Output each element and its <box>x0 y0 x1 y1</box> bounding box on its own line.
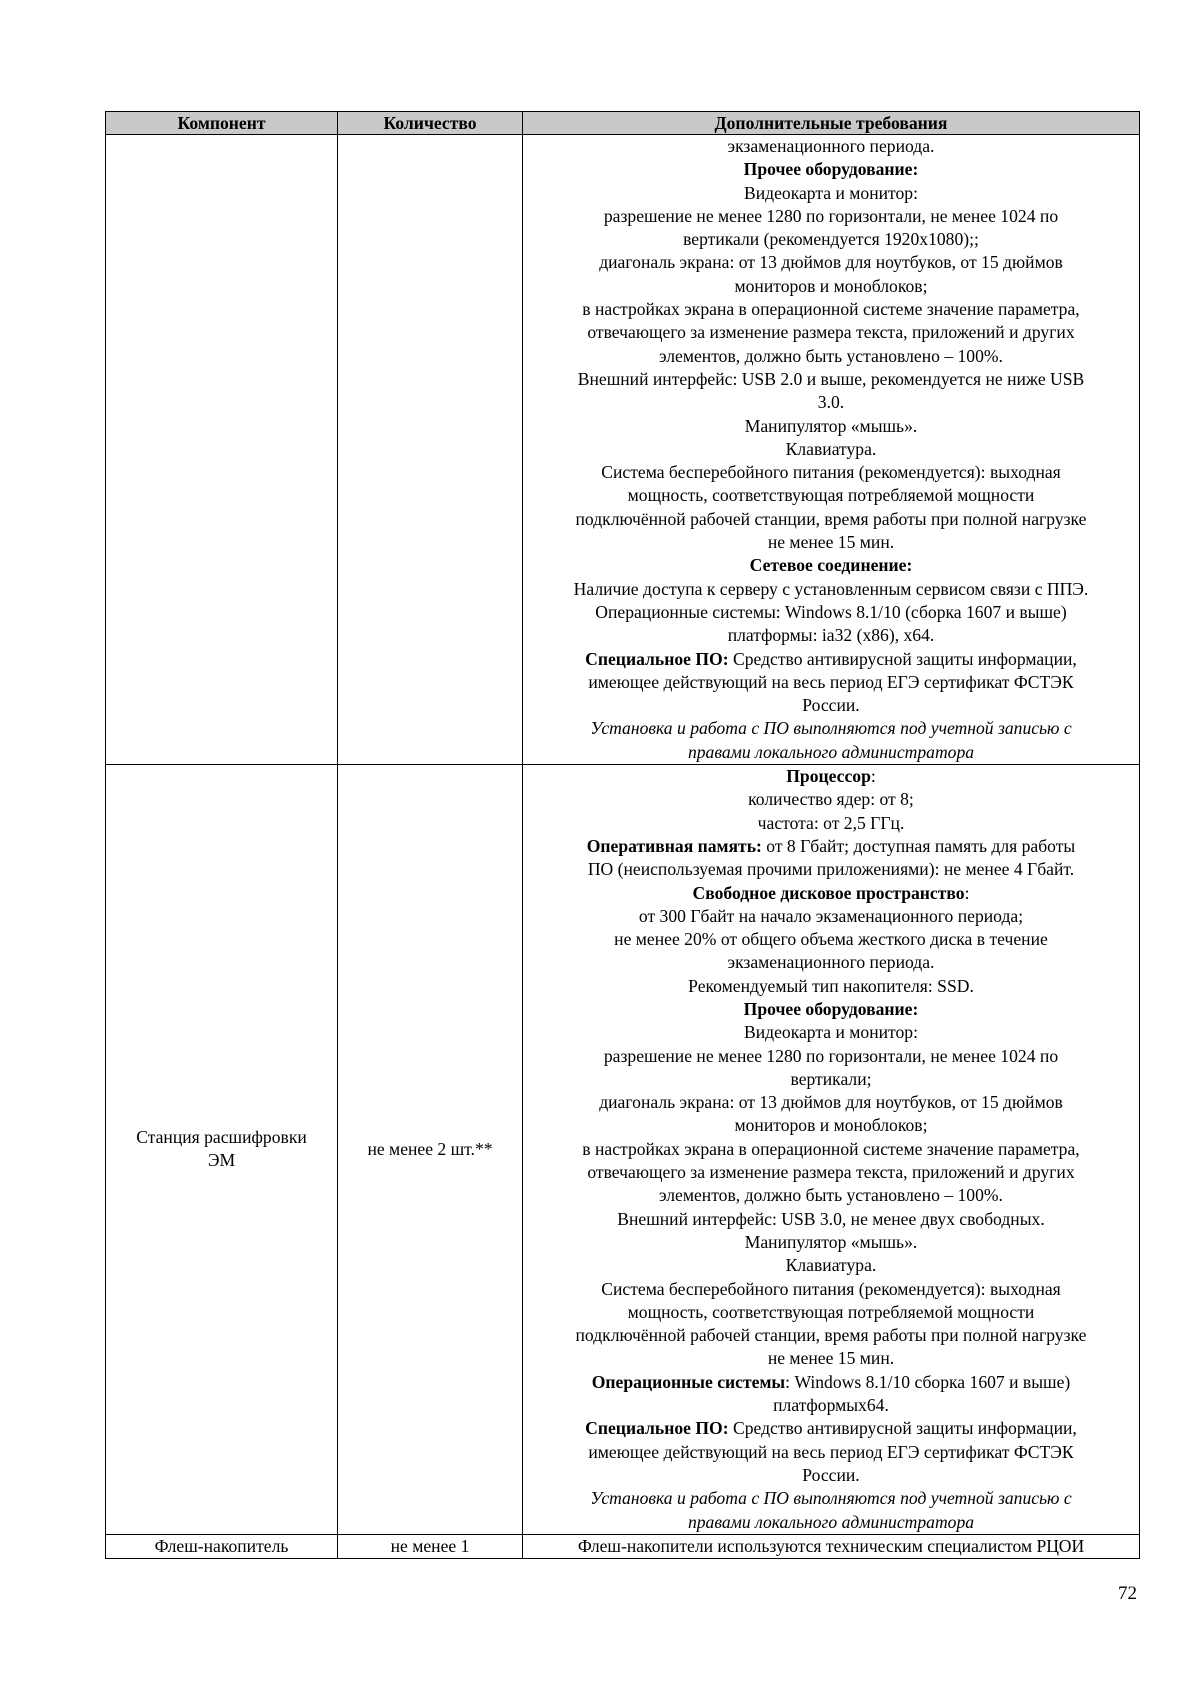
requirement-line-text: элементов, должно быть установлено – 100%. <box>659 1185 1003 1206</box>
requirement-line-text: Установка и работа с ПО выполняются под учетной записью с <box>590 1488 1072 1509</box>
requirement-line <box>527 1114 1135 1137</box>
requirement-line-text: имеющее действующий на весь период ЕГЭ сертификат ФСТЭК <box>588 671 1074 692</box>
requirement-line <box>527 251 1135 274</box>
requirement-line <box>527 1511 1135 1534</box>
requirements-table <box>105 111 1140 1559</box>
requirement-line-text: экзаменационного периода. <box>727 952 935 973</box>
requirement-line <box>527 765 1135 788</box>
requirement-line-text: Сетевое соединение: <box>749 555 913 576</box>
requirement-line-text: в настройках экрана в операционной системе значение параметра, <box>582 1138 1080 1159</box>
requirement-line-text: не менее 20% от общего объема жесткого диска в течение <box>614 929 1048 950</box>
requirement-line-text: Рекомендуемый тип накопителя: SSD. <box>688 975 974 996</box>
requirement-line <box>527 928 1135 951</box>
requirement-line-text: мощность, соответствующая потребляемой мощности <box>627 485 1035 506</box>
requirement-line-text: мощность, соответствующая потребляемой мощности <box>627 1301 1035 1322</box>
requirement-line-text: Внешний интерфейс: USB 2.0 и выше, рекомендуется не ниже USB <box>577 368 1085 389</box>
requirement-line <box>527 1045 1135 1068</box>
requirement-line-text: Манипулятор «мышь». <box>744 415 918 436</box>
component-cell: Флеш-накопитель <box>106 1534 338 1558</box>
requirement-line-text: Манипулятор «мышь». <box>744 1231 918 1252</box>
requirement-line-text: вертикали (рекомендуется 1920x1080);; <box>683 229 979 250</box>
requirement-line <box>527 158 1135 181</box>
requirement-line <box>527 1091 1135 1114</box>
requirement-line-heading: Операционные системы <box>591 1371 786 1392</box>
requirement-line-text: Прочее оборудование: <box>743 159 919 180</box>
requirement-line <box>527 1441 1135 1464</box>
table-row <box>106 135 1140 765</box>
requirement-line <box>527 321 1135 344</box>
requirement-line-text: 3.0. <box>817 392 845 413</box>
requirement-line-text: подключённой рабочей станции, время работы при полной нагрузке <box>575 1325 1087 1346</box>
requirement-line-text: Клавиатура. <box>785 438 877 459</box>
requirement-line-text: подключённой рабочей станции, время работы при полной нагрузке <box>575 508 1087 529</box>
requirement-line-text: от 300 Гбайт на начало экзаменационного периода; <box>638 905 1024 926</box>
requirement-line-text: Средство антивирусной защиты информации, <box>728 648 1077 669</box>
requirement-line-text: Установка и работа с ПО выполняются под учетной записью с <box>590 718 1072 739</box>
requirement-line <box>527 415 1135 438</box>
requirement-line-heading: Свободное дисковое пространство <box>692 882 965 903</box>
requirement-line-text: диагональ экрана: от 13 дюймов для ноутбуков, от 15 дюймов <box>599 1092 1063 1113</box>
requirement-line <box>527 508 1135 531</box>
requirement-line <box>527 438 1135 461</box>
requirement-line-text: мониторов и моноблоков; <box>734 1115 928 1136</box>
requirement-line <box>527 1324 1135 1347</box>
requirement-line <box>527 648 1135 671</box>
requirement-line <box>527 694 1135 717</box>
requirement-line-text: : <box>964 882 970 903</box>
requirement-line <box>527 1161 1135 1184</box>
requirement-line <box>527 182 1135 205</box>
quantity-cell <box>338 135 523 765</box>
requirement-line-text: Наличие доступа к серверу с установленным сервисом связи с ППЭ. <box>573 578 1089 599</box>
requirement-line <box>527 601 1135 624</box>
requirement-line-text: мониторов и моноблоков; <box>734 275 928 296</box>
requirement-line <box>527 1231 1135 1254</box>
requirement-line-text: в настройках экрана в операционной системе значение параметра, <box>582 299 1080 320</box>
requirement-line <box>527 975 1135 998</box>
requirement-line-text: платформы: ia32 (x86), x64. <box>727 625 935 646</box>
requirement-line <box>527 858 1135 881</box>
requirement-line <box>527 905 1135 928</box>
requirement-line-text: правами локального администратора <box>687 741 975 762</box>
requirement-line <box>527 345 1135 368</box>
requirement-line <box>527 391 1135 414</box>
requirement-line-text: количество ядер: от 8; <box>748 789 914 810</box>
requirement-line <box>527 717 1135 740</box>
requirement-line <box>527 484 1135 507</box>
requirement-line-text: отвечающего за изменение размера текста, приложений и других <box>587 1162 1075 1183</box>
requirement-line-text: Система бесперебойного питания (рекомендуется): выходная <box>601 462 1061 483</box>
requirement-line <box>527 671 1135 694</box>
requirement-line-text: элементов, должно быть установлено – 100%. <box>659 345 1003 366</box>
requirement-line <box>527 578 1135 601</box>
requirement-line-text: отвечающего за изменение размера текста, приложений и других <box>587 322 1075 343</box>
requirement-line <box>527 531 1135 554</box>
requirement-line <box>527 1347 1135 1370</box>
requirement-line-text: не менее 15 мин. <box>767 532 895 553</box>
requirement-line-text: Средство антивирусной защиты информации, <box>728 1418 1077 1439</box>
requirement-line <box>527 1254 1135 1277</box>
requirement-line-text: от 8 Гбайт; доступная память для работы <box>761 835 1076 856</box>
requirement-line <box>527 1301 1135 1324</box>
requirement-line-text: экзаменационного периода. <box>727 136 935 156</box>
requirement-line-text: не менее 15 мин. <box>767 1348 895 1369</box>
requirement-line <box>527 741 1135 764</box>
requirement-line <box>527 835 1135 858</box>
requirement-line-text: Прочее оборудование: <box>743 998 919 1019</box>
requirement-line-text: : Windows 8.1/10 сборка 1607 и выше) <box>785 1371 1071 1392</box>
header-requirements: Дополнительные требования <box>523 112 1140 135</box>
requirement-line-text: Операционные системы: Windows 8.1/10 (сборка 1607 и выше) <box>595 601 1067 622</box>
component-cell <box>106 765 338 1535</box>
requirement-line-heading: Специальное ПО: <box>585 648 729 669</box>
requirement-line-text: Система бесперебойного питания (рекомендуется): выходная <box>601 1278 1061 1299</box>
requirement-line <box>527 1208 1135 1231</box>
requirement-line-text: частота: от 2,5 ГГц. <box>757 812 905 833</box>
requirement-line-text: Видеокарта и монитор: <box>744 182 918 203</box>
requirement-line <box>527 1464 1135 1487</box>
requirement-line <box>527 135 1135 158</box>
page-number: 72 <box>1118 1583 1137 1604</box>
requirement-line <box>527 1021 1135 1044</box>
requirement-line-text: России. <box>802 695 860 716</box>
requirement-line <box>527 368 1135 391</box>
requirement-line <box>527 951 1135 974</box>
requirement-line <box>527 298 1135 321</box>
requirement-line-heading: Процессор <box>786 766 871 787</box>
requirements-cell <box>523 765 1140 1535</box>
requirement-line <box>527 1068 1135 1091</box>
requirements-cell: Флеш-накопители используются техническим специалистом РЦОИ <box>523 1534 1140 1558</box>
requirement-line-text: ПО (неиспользуемая прочими приложениями): не менее 4 Гбайт. <box>587 859 1075 880</box>
quantity-cell: не менее 2 шт.** <box>338 765 523 1535</box>
requirement-line <box>527 228 1135 251</box>
requirement-line-text: Видеокарта и монитор: <box>744 1022 918 1043</box>
requirement-line-heading: Оперативная память: <box>586 835 762 856</box>
requirement-line-text: Клавиатура. <box>785 1255 877 1276</box>
table-header-row <box>106 112 1140 135</box>
header-quantity: Количество <box>338 112 523 135</box>
table-row <box>106 1534 1140 1558</box>
requirement-line <box>527 1138 1135 1161</box>
requirement-line <box>527 1394 1135 1417</box>
requirement-line-text: платформыx64. <box>773 1395 889 1416</box>
requirement-line-text: диагональ экрана: от 13 дюймов для ноутбуков, от 15 дюймов <box>599 252 1063 273</box>
requirement-line <box>527 788 1135 811</box>
requirement-line-text: имеющее действующий на весь период ЕГЭ сертификат ФСТЭК <box>588 1441 1074 1462</box>
requirement-line-text: разрешение не менее 1280 по горизонтали, не менее 1024 по <box>603 205 1059 226</box>
component-cell <box>106 135 338 765</box>
component-line: Станция расшифровки <box>136 1127 307 1148</box>
requirement-line <box>527 882 1135 905</box>
requirement-line <box>527 812 1135 835</box>
requirement-line-text: правами локального администратора <box>687 1511 975 1532</box>
requirement-line <box>527 1184 1135 1207</box>
requirement-line <box>527 461 1135 484</box>
requirement-line <box>527 1371 1135 1394</box>
component-line: ЭМ <box>207 1150 236 1171</box>
requirement-line-text: : <box>870 766 876 787</box>
requirement-line-text: России. <box>802 1464 860 1485</box>
requirement-line <box>527 998 1135 1021</box>
requirement-line <box>527 275 1135 298</box>
quantity-cell: не менее 1 <box>338 1534 523 1558</box>
requirement-line <box>527 624 1135 647</box>
requirement-line-text: разрешение не менее 1280 по горизонтали, не менее 1024 по <box>603 1045 1059 1066</box>
requirement-line-heading: Специальное ПО: <box>585 1418 729 1439</box>
requirements-cell <box>523 135 1140 765</box>
requirement-line <box>527 1278 1135 1301</box>
requirement-line <box>527 1417 1135 1440</box>
header-component: Компонент <box>106 112 338 135</box>
requirement-line-text: вертикали; <box>790 1068 872 1089</box>
requirement-line <box>527 1487 1135 1510</box>
requirement-line <box>527 205 1135 228</box>
requirement-line-text: Внешний интерфейс: USB 3.0, не менее двух свободных. <box>617 1208 1045 1229</box>
requirement-line <box>527 554 1135 577</box>
table-row <box>106 765 1140 1535</box>
